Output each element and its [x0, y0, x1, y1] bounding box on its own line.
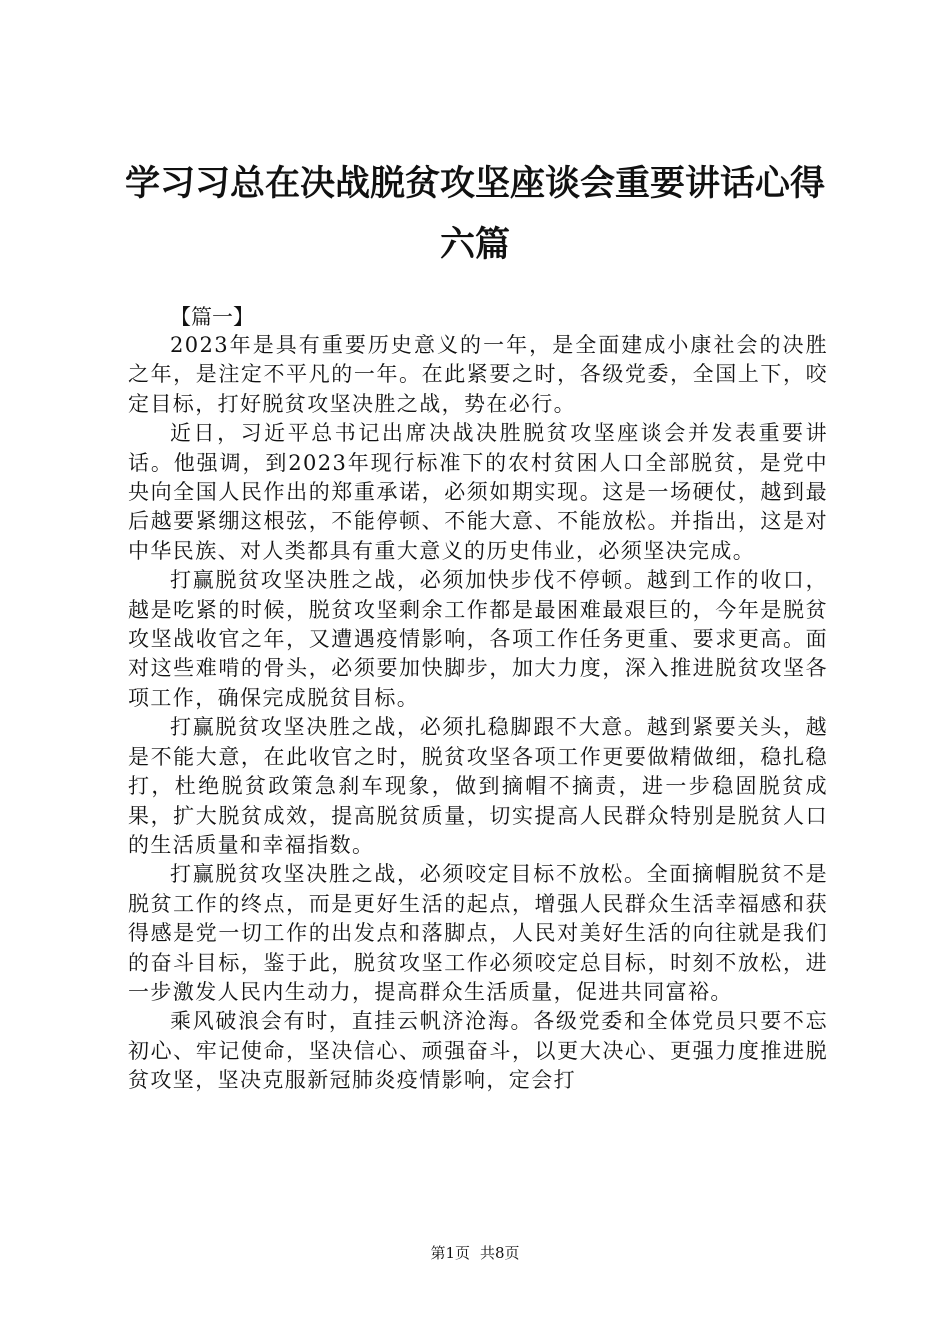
document-title-line-2: 六篇 [439, 225, 510, 265]
document-title-line-1: 学习习总在决战脱贫攻坚座谈会重要讲话心得 [124, 164, 825, 204]
paragraph-5: 打赢脱贫攻坚决胜之战，必须咬定目标不放松。全面摘帽脱贫不是脱贫工作的终点，而是更好生活的起点，增强人民群众生活幸福感和获得感是党一切工作的出发点和落脚点，人民对美好生活的向往就是我们的奋斗目标，鉴于此，脱贫攻坚工作必须咬定总目标，时刻不放松，进一步激发人民内生动力，提高群众生活质量，促进共同富裕。 [128, 862, 828, 1004]
paragraph-6: 乘风破浪会有时，直挂云帆济沧海。各级党委和全体党员只要不忘初心、牢记使命，坚决信心、顽强奋斗，以更大决心、更强力度推进脱贫攻坚，坚决克服新冠肺炎疫情影响，定会打 [128, 1009, 828, 1093]
paragraph-3: 打赢脱贫攻坚决胜之战，必须加快步伐不停顿。越到工作的收口，越是吃紧的时候，脱贫攻坚剩余工作都是最困难最艰巨的，今年是脱贫攻坚战收官之年，又遭遇疫情影响，各项工作任务更重、要求更高。面对这些难啃的骨头，必须要加快脚步，加大力度，深入推进脱贫攻坚各项工作，确保完成脱贫目标。 [128, 568, 828, 710]
page-number: 第1页 [430, 1244, 470, 1262]
page-footer [0, 1243, 950, 1263]
paragraph-2: 近日，习近平总书记出席决战决胜脱贫攻坚座谈会并发表重要讲话。他强调，到2023年现行标准下的农村贫困人口全部脱贫，是党中央向全国人民作出的郑重承诺，必须如期实现。这是一场硬仗，越到最后越要紧绷这根弦，不能停顿、不能大意、不能放松。并指出，这是对中华民族、对人类都具有重大意义的历史伟业，必须坚决完成。 [128, 421, 828, 563]
paragraph-4: 打赢脱贫攻坚决胜之战，必须扎稳脚跟不大意。越到紧要关头，越是不能大意，在此收官之时，脱贫攻坚各项工作更要做精做细，稳扎稳打，杜绝脱贫政策急刹车现象，做到摘帽不摘责，进一步稳固脱贫成果，扩大脱贫成效，提高脱贫质量，切实提高人民群众特别是脱贫人口的生活质量和幸福指数。 [128, 715, 828, 857]
section-heading: 【篇一】 [170, 305, 254, 329]
page-total: 共8页 [480, 1244, 520, 1262]
paragraph-1: 2023年是具有重要历史意义的一年，是全面建成小康社会的决胜之年，是注定不平凡的一年。在此紧要之时，各级党委，全国上下，咬定目标，打好脱贫攻坚决胜之战，势在必行。 [128, 333, 828, 416]
document-body [128, 331, 828, 1096]
